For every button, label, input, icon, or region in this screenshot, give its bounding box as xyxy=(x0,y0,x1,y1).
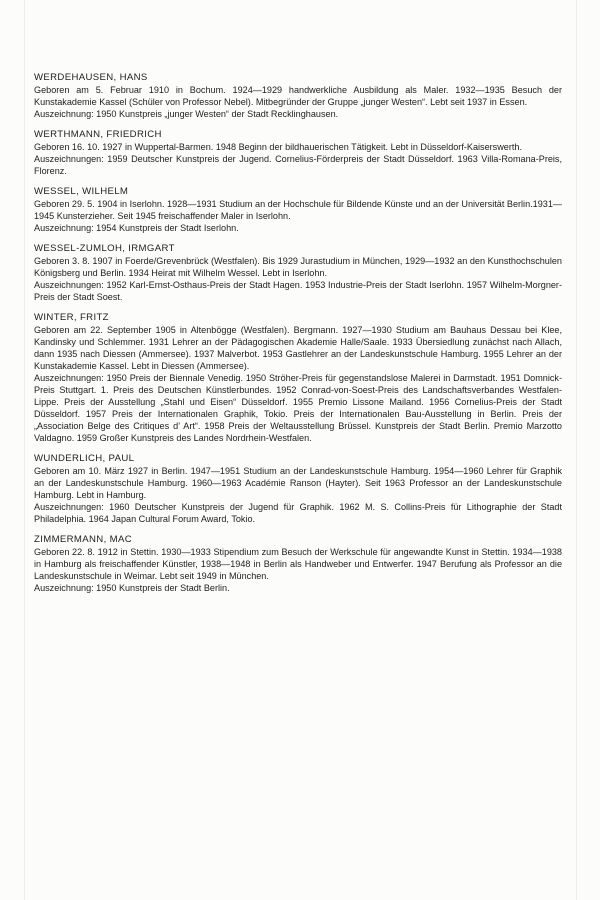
artist-name: WINTER, FRITZ xyxy=(34,312,109,323)
artist-biography: Geboren am 10. März 1927 in Berlin. 1947—1951 Studium an der Landeskunstschule Hamburg. 1954—1960 Lehrer für Graphik an der Landeskunstschule Hamburg. 1960—1963 Académie Ranson (Hayter). Seit 1963 Professor an der Landeskunstschule Hamburg. Lebt in Hamburg. xyxy=(34,466,562,500)
artist-biography: Geboren 3. 8. 1907 in Foerde/Grevenbrück (Westfalen). Bis 1929 Jurastudium in München, 1929—1932 an den Kunsthochschulen Königsberg und Berlin. 1934 Heirat mit Wilhelm Wessel. Lebt in Iserlohn. xyxy=(34,256,562,278)
artist-biography: Geboren 16. 10. 1927 in Wuppertal-Barmen. 1948 Beginn der bildhauerischen Tätigkeit. Lebt in Düsseldorf-Kaiserswerth. xyxy=(34,142,522,152)
artist-biography: Geboren 22. 8. 1912 in Stettin. 1930—1933 Stipendium zum Besuch der Werkschule für angewandte Kunst in Stettin. 1934—1938 in Hamburg als freischaffender Künstler, 1938—1948 in Berlin als Handweber und Entwerfer. 1947 Berufung als Professor an die Landeskunstschule in Weimar. Lebt seit 1949 in München. xyxy=(34,547,562,581)
artist-biography: Geboren am 22. September 1905 in Altenbögge (Westfalen). Bergmann. 1927—1930 Studium am Bauhaus Dessau bei Klee, Kandinsky und Schlemmer. 1931 Lehrer an der Pädagogischen Akademie Halle/Saale. 1933 Übersiedlung zunächst nach Allach, dann 1935 nach Diessen (Ammersee). 1937 Malverbot. 1953 Gastlehrer an der Landeskunstschule Hamburg. 1955 Lehrer an der Kunstakademie Kassel. Lebt in Diessen (Ammersee). xyxy=(34,325,562,371)
artist-awards: Auszeichnungen: 1959 Deutscher Kunstpreis der Jugend. Cornelius-Förderpreis der Stadt Düsseldorf. 1963 Villa-Romana-Preis, Florenz. xyxy=(34,154,562,176)
page-edge-line-left xyxy=(24,0,25,900)
artist-entry xyxy=(34,243,562,303)
artist-name: WERDEHAUSEN, HANS xyxy=(34,72,148,83)
artist-awards: Auszeichnungen: 1950 Preis der Biennale Venedig. 1950 Ströher-Preis für gegenstandslose Malerei in Darmstadt. 1951 Domnick-Preis Stuttgart. 1. Preis des Deutschen Künstlerbundes. 1952 Conrad-von-Soest-Preis des Landschaftsverbandes Westfalen-Lippe. Preis der Ausstellung „Stahl und Eisen“ Düsseldorf. 1955 Premio Lissone Mailand. 1956 Cornelius-Preis der Stadt Düsseldorf. 1957 Preis der Internationalen Graphik, Tokio. Preis der Internationalen Bau-Ausstellung in Berlin. Preis der „Association Belge des Critiques d’ Art“. 1958 Preis der Weltausstellung Brüssel. Kunstpreis der Stadt Berlin. Premio Marzotto Valdagno. 1959 Großer Kunstpreis des Landes Nordrhein-Westfalen. xyxy=(34,373,562,443)
artist-entry xyxy=(34,129,562,177)
artist-biography: Geboren 29. 5. 1904 in Iserlohn. 1928—1931 Studium an der Hochschule für Bildende Künste und an der Universität Berlin.1931—1945 Kunsterzieher. Seit 1945 freischaffender Maler in Iserlohn. xyxy=(34,199,562,221)
artist-awards: Auszeichnung: 1950 Kunstpreis „junger Westen“ der Stadt Recklinghausen. xyxy=(34,109,339,119)
artist-entries-list xyxy=(34,72,562,603)
artist-awards: Auszeichnung: 1950 Kunstpreis der Stadt Berlin. xyxy=(34,583,230,593)
artist-name: WERTHMANN, FRIEDRICH xyxy=(34,129,162,140)
artist-entry xyxy=(34,72,562,120)
artist-entry xyxy=(34,534,562,594)
page-edge-line-right xyxy=(576,0,577,900)
artist-entry xyxy=(34,186,562,234)
artist-name: ZIMMERMANN, MAC xyxy=(34,534,132,545)
artist-awards: Auszeichnungen: 1952 Karl-Ernst-Osthaus-Preis der Stadt Hagen. 1953 Industrie-Preis der Stadt Iserlohn. 1957 Wilhelm-Morgner-Preis der Stadt Soest. xyxy=(34,280,562,302)
artist-awards: Auszeichnung: 1954 Kunstpreis der Stadt Iserlohn. xyxy=(34,223,239,233)
artist-awards: Auszeichnungen: 1960 Deutscher Kunstpreis der Jugend für Graphik. 1962 M. S. Collins-Preis für Lithographie der Stadt Philadelphia. 1964 Japan Cultural Forum Award, Tokio. xyxy=(34,502,562,524)
artist-name: WUNDERLICH, PAUL xyxy=(34,453,135,464)
artist-biography: Geboren am 5. Februar 1910 in Bochum. 1924—1929 handwerkliche Ausbildung als Maler. 1932—1935 Besuch der Kunstakademie Kassel (Schüler von Professor Nebel). Mitbegründer der Gruppe „junger Westen“. Lebt seit 1937 in Essen. xyxy=(34,85,562,107)
artist-name: WESSEL, WILHELM xyxy=(34,186,129,197)
artist-entry xyxy=(34,453,562,525)
artist-name: WESSEL-ZUMLOH, IRMGART xyxy=(34,243,175,254)
artist-entry xyxy=(34,312,562,444)
